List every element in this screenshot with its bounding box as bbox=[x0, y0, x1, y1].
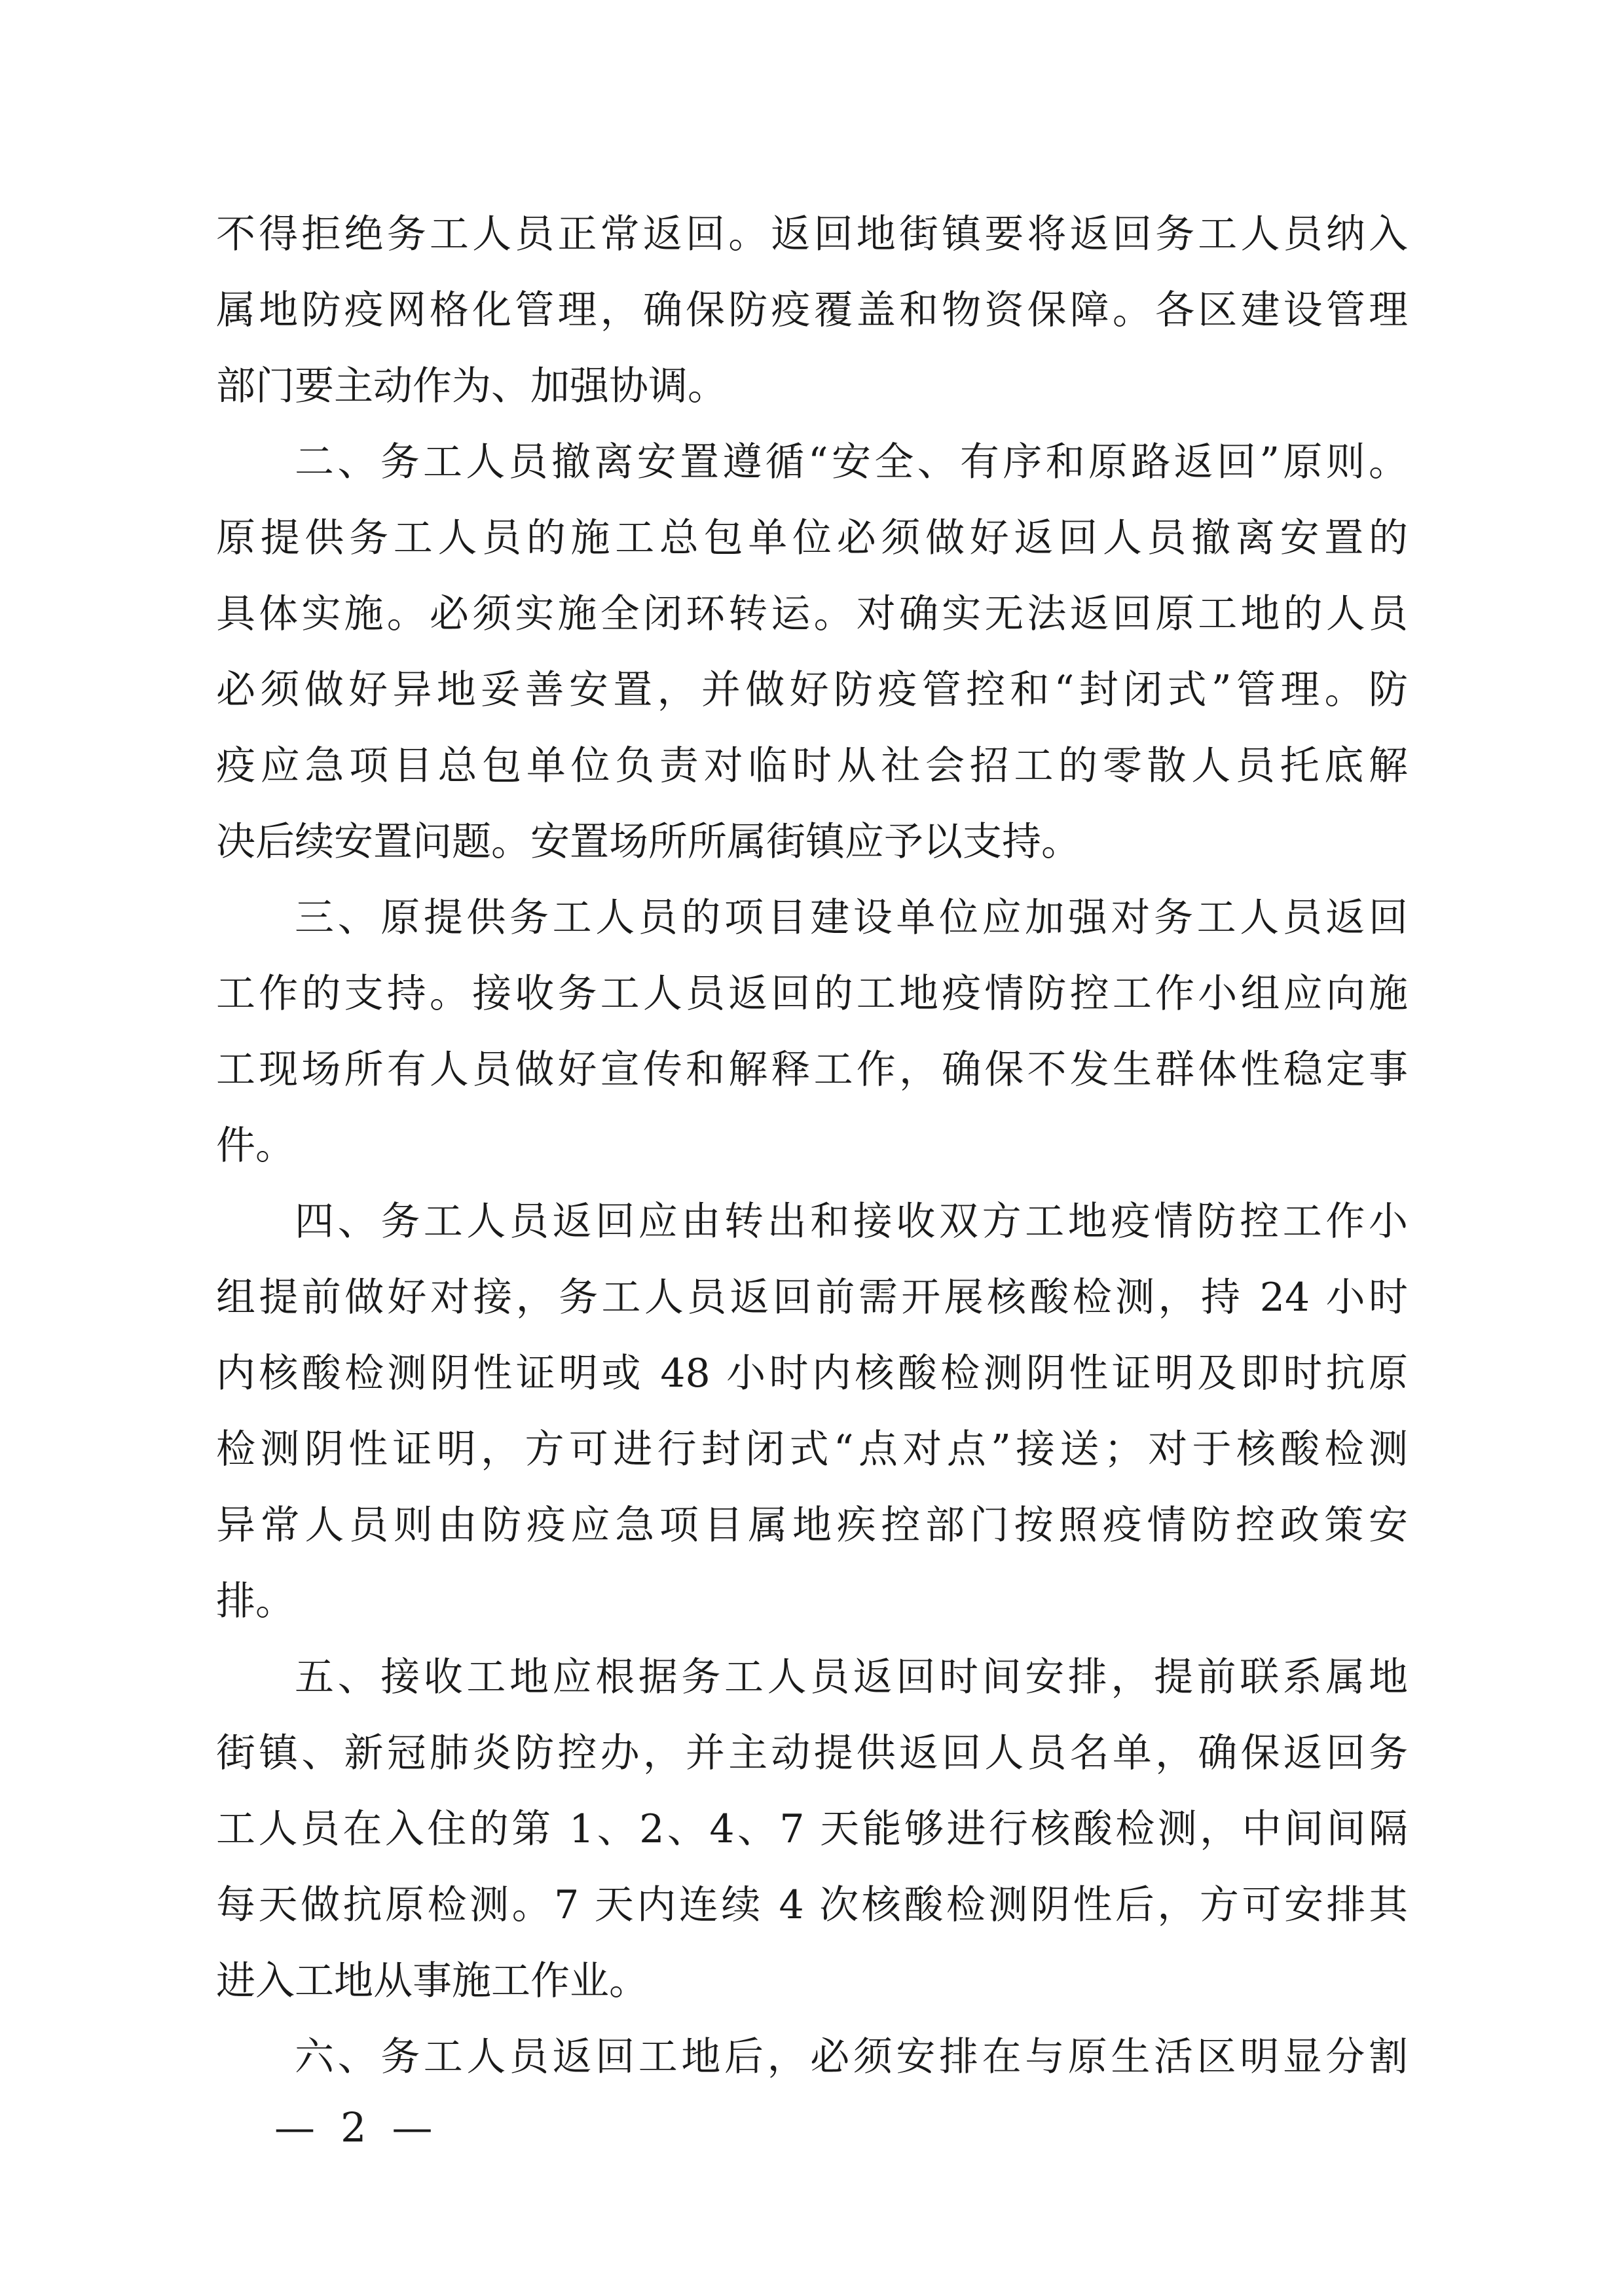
text-line: 属地防疫网格化管理，确保防疫覆盖和物资保障。各区建设管理 bbox=[216, 287, 1408, 333]
paragraph-heading-5: 五、接收工地应根据务工人员返回时间安排，提前联系属地 bbox=[295, 1654, 1408, 1700]
text-line: 检测阴性证明，方可进行封闭式“点对点”接送；对于核酸检测 bbox=[216, 1427, 1408, 1472]
text-line: 工人员在入住的第 1、2、4、7 天能够进行核酸检测，中间间隔 bbox=[216, 1806, 1408, 1852]
footer-dash-left: — bbox=[274, 2104, 315, 2151]
paragraph-heading-2: 二、务工人员撤离安置遵循“安全、有序和原路返回”原则。 bbox=[295, 439, 1408, 485]
paragraph-heading-4: 四、务工人员返回应由转出和接收双方工地疫情防控工作小 bbox=[295, 1199, 1408, 1245]
text-line: 内核酸检测阴性证明或 48 小时内核酸检测阴性证明及即时抗原 bbox=[216, 1351, 1408, 1396]
page-number: 2 bbox=[341, 2104, 367, 2151]
text-line: 部门要主动作为、加强协调。 bbox=[216, 363, 727, 409]
text-line: 工现场所有人员做好宣传和解释工作，确保不发生群体性稳定事 bbox=[216, 1047, 1408, 1093]
text-line: 异常人员则由防疫应急项目属地疾控部门按照疫情防控政策安 bbox=[216, 1503, 1408, 1548]
text-line: 组提前做好对接，务工人员返回前需开展核酸检测，持 24 小时 bbox=[216, 1275, 1408, 1321]
text-line: 决后续安置问题。安置场所所属街镇应予以支持。 bbox=[216, 819, 1080, 865]
text-line: 每天做抗原检测。7 天内连续 4 次核酸检测阴性后，方可安排其 bbox=[216, 1882, 1408, 1928]
text-line: 不得拒绝务工人员正常返回。返回地街镇要将返回务工人员纳入 bbox=[216, 211, 1408, 257]
paragraph-heading-6: 六、务工人员返回工地后，必须安排在与原生活区明显分割 bbox=[295, 2034, 1408, 2080]
text-line: 原提供务工人员的施工总包单位必须做好返回人员撤离安置的 bbox=[216, 515, 1408, 561]
text-line: 进入工地从事施工作业。 bbox=[216, 1958, 648, 2004]
text-line: 必须做好异地妥善安置，并做好防疫管控和“封闭式”管理。防 bbox=[216, 667, 1408, 713]
text-line: 排。 bbox=[216, 1578, 295, 1624]
text-line: 件。 bbox=[216, 1123, 295, 1169]
footer-dash-right: — bbox=[392, 2104, 433, 2151]
paragraph-heading-3: 三、原提供务工人员的项目建设单位应加强对务工人员返回 bbox=[295, 895, 1408, 941]
text-line: 街镇、新冠肺炎防控办，并主动提供返回人员名单，确保返回务 bbox=[216, 1730, 1408, 1776]
page-footer bbox=[268, 2095, 438, 2160]
text-line: 具体实施。必须实施全闭环转运。对确实无法返回原工地的人员 bbox=[216, 591, 1408, 637]
text-line: 疫应急项目总包单位负责对临时从社会招工的零散人员托底解 bbox=[216, 743, 1408, 789]
text-line: 工作的支持。接收务工人员返回的工地疫情防控工作小组应向施 bbox=[216, 971, 1408, 1017]
